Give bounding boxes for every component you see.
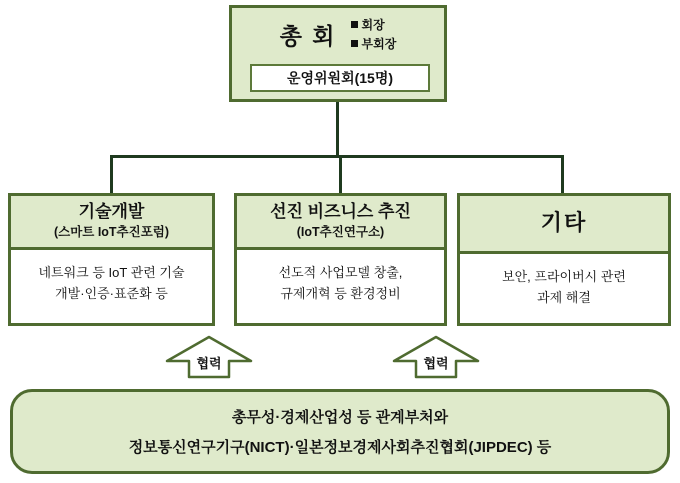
branch-header-business (237, 196, 444, 250)
connector-horizontal-bus (110, 155, 564, 158)
assembly-title: 총 회 (279, 22, 337, 49)
connector-drop-left (110, 155, 113, 193)
cooperation-arrow-left-label: 협력 (196, 356, 222, 371)
assembly-role-vicechair-label: 부회장 (361, 37, 397, 51)
connector-vertical-trunk (336, 102, 339, 156)
cooperation-arrow-left (165, 335, 253, 379)
branch-body-business-line2: 규제개혁 등 환경정비 (280, 285, 401, 301)
branch-body-technology-line2: 개발·인증·표준화 등 (55, 285, 168, 301)
branch-header-other (460, 196, 668, 254)
branch-title-business: 선진 비즈니스 추진 (270, 202, 411, 221)
branch-box-other (457, 193, 671, 326)
branch-body-other-line1: 보안, 프라이버시 관련 (502, 269, 626, 285)
branch-body-other-line2: 과제 해결 (537, 289, 591, 305)
assembly-role-chair (351, 16, 397, 33)
assembly-role-vicechair (351, 35, 397, 52)
partners-line2: 정보통신연구기구(NICT)·일본정보경제사회추진협회(JIPDEC) 등 (128, 439, 552, 456)
connector-drop-center (339, 155, 342, 193)
square-bullet-icon (351, 40, 358, 47)
assembly-header (232, 8, 444, 60)
assembly-role-chair-label: 회장 (361, 18, 385, 32)
branch-body-technology-line1: 네트워크 등 IoT 관련 기술 (38, 265, 185, 281)
cooperation-arrow-right (392, 335, 480, 379)
connector-drop-right (561, 155, 564, 193)
branch-title-other: 기타 (540, 210, 588, 235)
branch-body-other (460, 254, 668, 307)
square-bullet-icon (351, 21, 358, 28)
branch-subtitle-business: (IoT추진연구소) (296, 225, 385, 240)
partners-box (10, 389, 670, 474)
cooperation-arrow-right-label: 협력 (423, 356, 449, 371)
branch-body-business (237, 250, 444, 303)
branch-body-technology (11, 250, 212, 303)
assembly-box (229, 5, 447, 102)
assembly-roles (351, 16, 397, 52)
partners-line1: 총무성·경제산업성 등 관계부처와 (231, 409, 449, 426)
branch-title-technology: 기술개발 (78, 202, 145, 221)
branch-box-business (234, 193, 447, 326)
steering-committee-box: 운영위원회(15명) (250, 64, 430, 92)
branch-subtitle-technology: (스마트 IoT추진포럼) (53, 225, 170, 240)
branch-header-technology (11, 196, 212, 250)
branch-body-business-line1: 선도적 사업모델 창출, (278, 265, 403, 281)
branch-box-technology (8, 193, 215, 326)
